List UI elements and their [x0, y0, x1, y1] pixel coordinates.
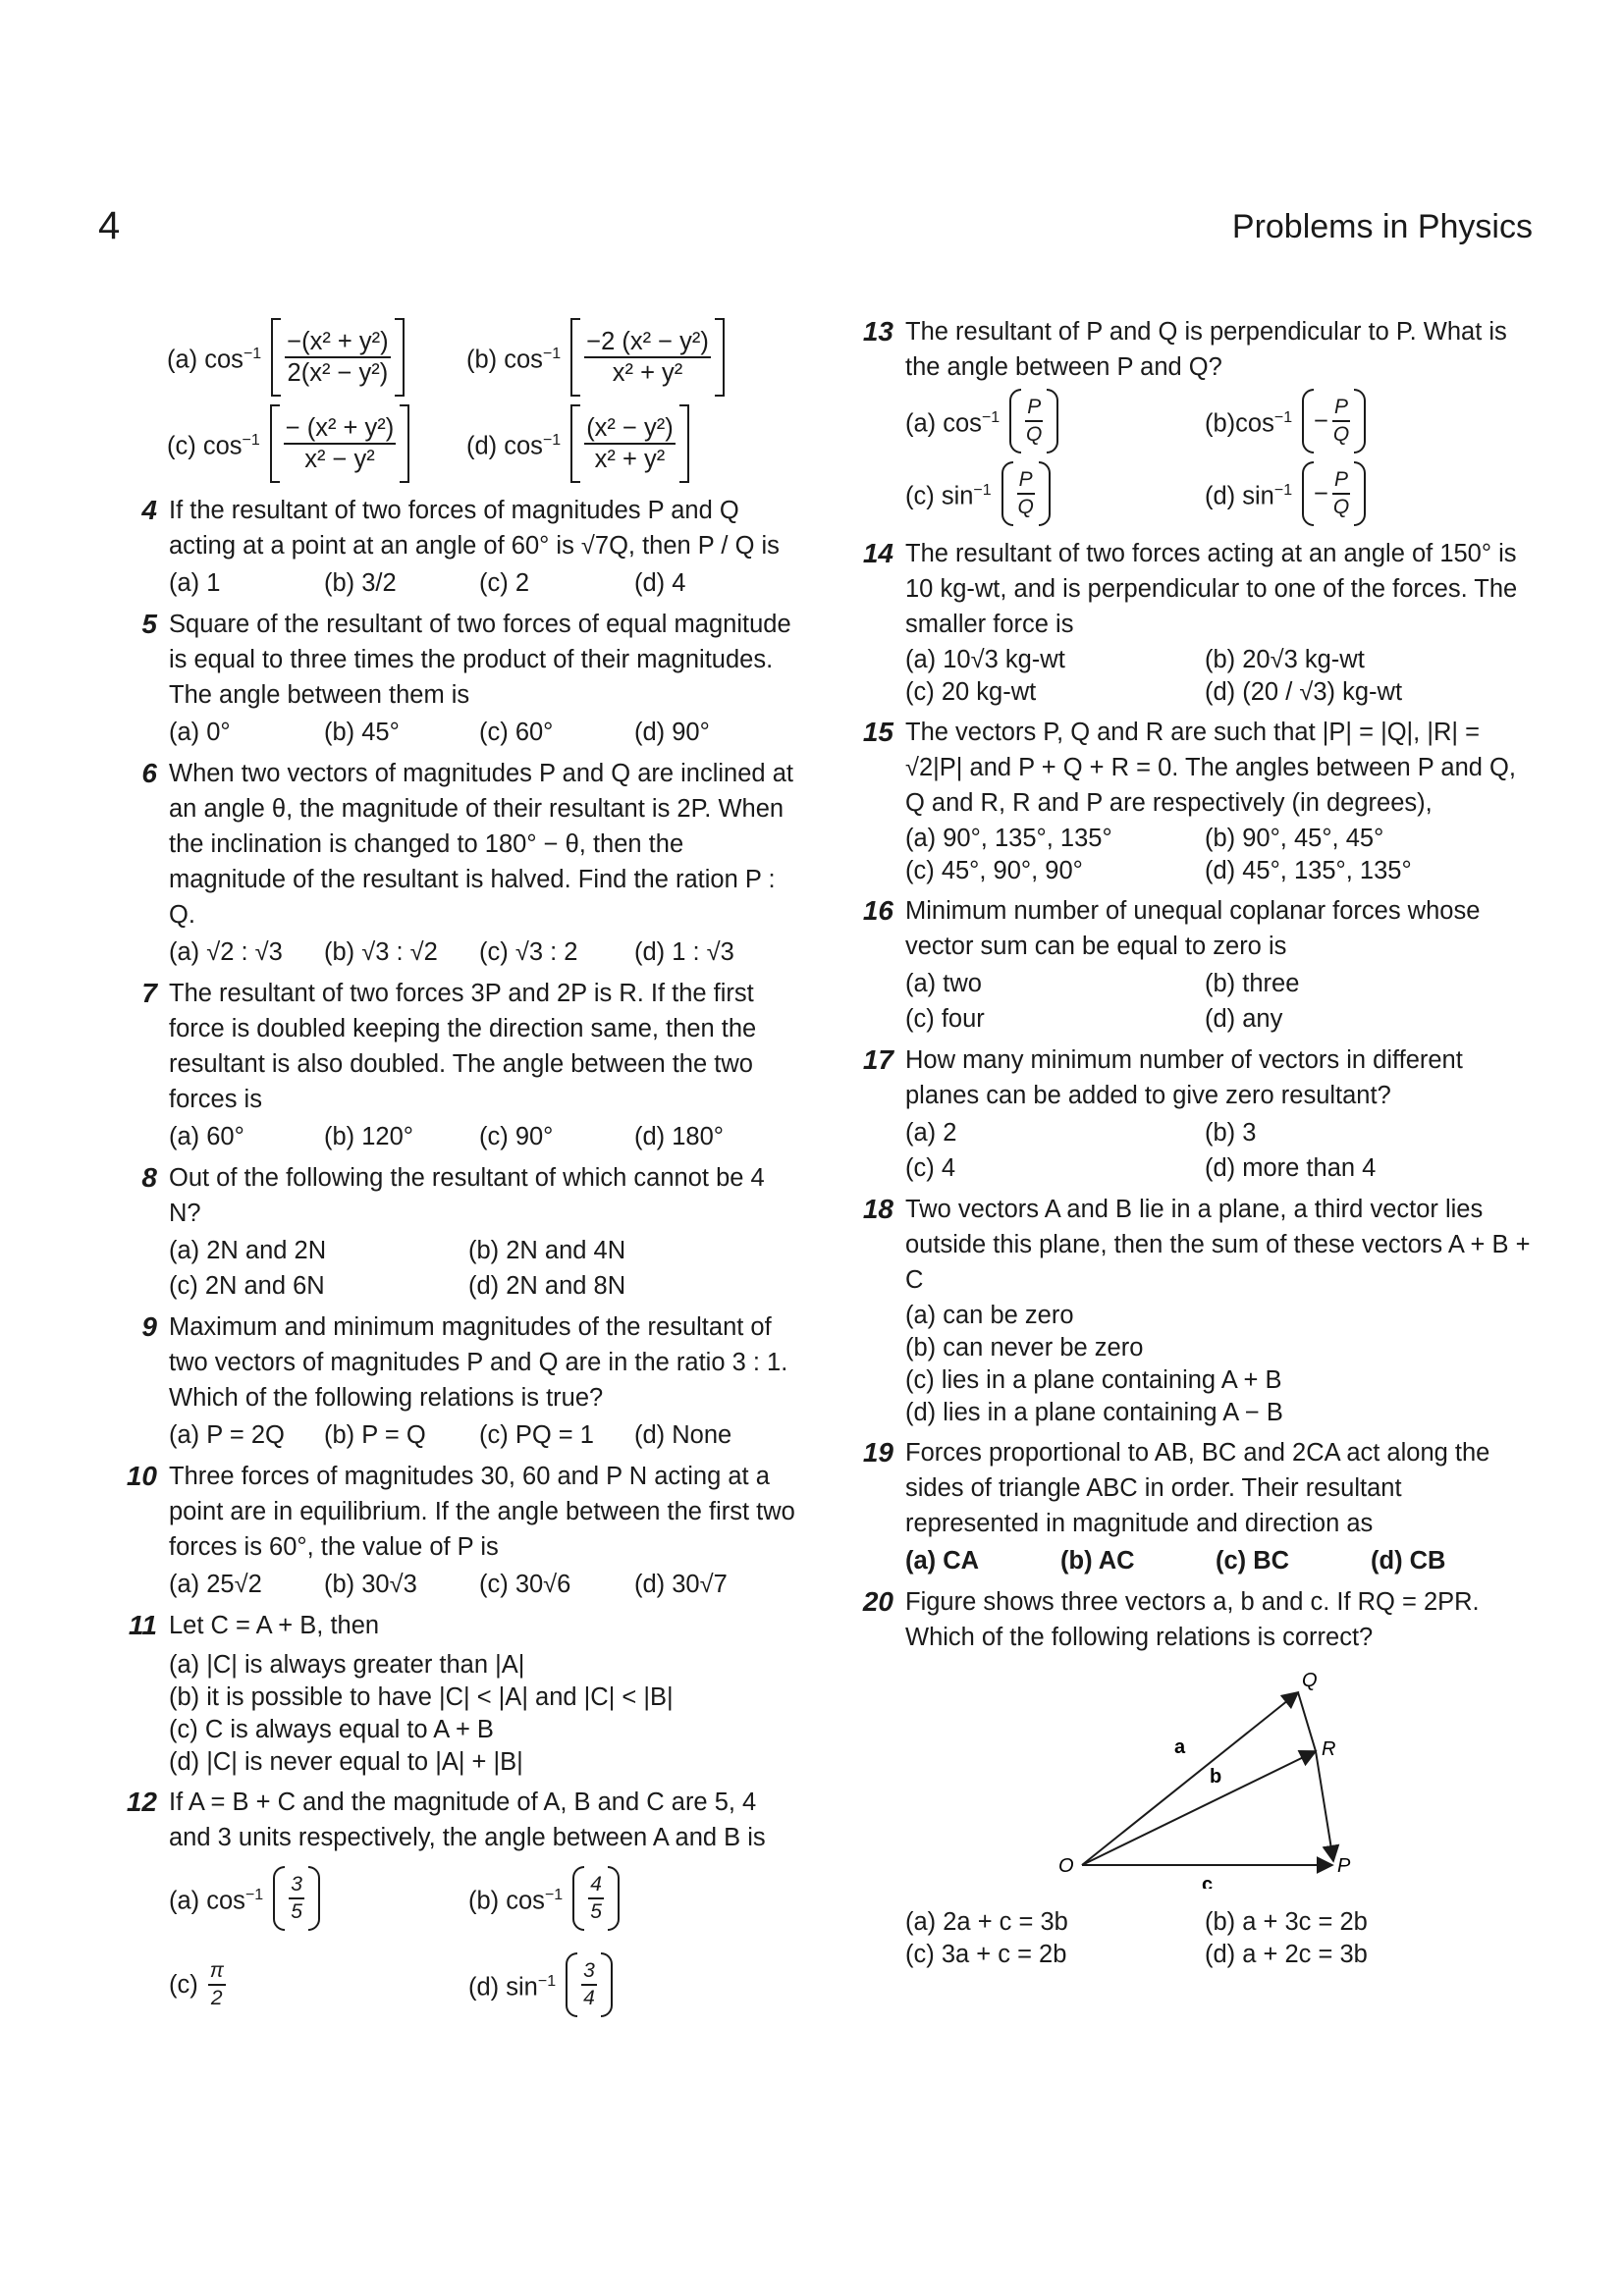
question-number: 8 [141, 1162, 157, 1193]
option: (b) 45° [324, 719, 400, 746]
option: (d) a + 2c = 3b [1205, 1941, 1368, 1968]
option: (d) CB [1371, 1547, 1446, 1575]
question-text: Square of the resultant of two forces of equal magnitude is equal to three times the product of their magnitudes. The angle between them is [169, 611, 791, 709]
vector-b-label: b [1210, 1766, 1222, 1788]
option: (d) more than 4 [1205, 1154, 1377, 1182]
option: (b) 30√3 [324, 1571, 417, 1598]
option: (d) 4 [634, 569, 686, 597]
option: (b) AC [1060, 1547, 1135, 1575]
option: (c) 4 [905, 1154, 955, 1182]
question-number: 15 [862, 717, 893, 747]
option: (c) 90° [479, 1123, 554, 1150]
question-text: Out of the following the resultant of which cannot be 4 N? [169, 1164, 765, 1227]
question-number: 11 [128, 1610, 157, 1640]
question-number: 5 [141, 609, 157, 639]
side-rp-line [1316, 1751, 1333, 1861]
vector-triangle-figure [1053, 1673, 1406, 1889]
option: (b) can never be zero [905, 1334, 1144, 1362]
question [116, 1160, 803, 1304]
option: (a) √2 : √3 [169, 938, 283, 966]
question-text: The resultant of P and Q is perpendicular to P. What is the angle between P and Q? [905, 318, 1507, 381]
option: (b) 120° [324, 1123, 413, 1150]
question-text: Maximum and minimum magnitudes of the resultant of two vectors of magnitudes P and Q are in the ratio 3 : 1. Which of the following relations is true? [169, 1313, 788, 1412]
question-number: 17 [862, 1044, 893, 1075]
question [852, 1435, 1540, 1578]
question [116, 607, 803, 750]
option: (c) lies in a plane containing A + B [905, 1366, 1282, 1394]
vector-a-label: a [1174, 1736, 1186, 1758]
option: (b) 90°, 45°, 45° [1205, 825, 1384, 852]
question-text: When two vectors of magnitudes P and Q are inclined at an angle θ, the magnitude of their resultant is 2P. When the inclination is changed to 180° − θ, then the magnitude of the resultant is halved. Find the ration P : Q. [169, 760, 793, 929]
question-text: Figure shows three vectors a, b and c. If RQ = 2PR. Which of the following relations is correct? [905, 1588, 1480, 1651]
option: (a) 2 [905, 1119, 957, 1147]
question-text: Minimum number of unequal coplanar forces whose vector sum can be equal to zero is [905, 897, 1481, 960]
question [852, 715, 1540, 887]
option: (c) 2N and 6N [169, 1272, 325, 1300]
option: (a) can be zero [905, 1302, 1074, 1329]
question-text: How many minimum number of vectors in different planes can be added to give zero resultant? [905, 1046, 1463, 1109]
option: (b) a + 3c = 2b [1205, 1908, 1368, 1936]
option: (a) CA [905, 1547, 980, 1575]
question-number: 9 [141, 1311, 157, 1342]
option: (c) $\cos^{-1}$ $\frac{\text{− (x² + y²)}}{\text{x² − y²}}$ [167, 400, 466, 487]
option: (c) $\frac{\pi}{2}$ [169, 1959, 224, 2009]
option: (b) 20√3 kg-wt [1205, 646, 1365, 673]
option: (d) 180° [634, 1123, 724, 1150]
question [852, 893, 1540, 1037]
point-q-label: Q [1302, 1673, 1318, 1691]
option: (d) lies in a plane containing A − B [905, 1399, 1283, 1426]
page-number: 4 [98, 204, 121, 247]
question [116, 1309, 803, 1453]
option: (d) 30√7 [634, 1571, 728, 1598]
question-text: Forces proportional to AB, BC and 2CA act along the sides of triangle ABC in order. Their resultant represented in magnitude and direction as [905, 1439, 1490, 1537]
right-column [852, 314, 1540, 1977]
option: (c) $\sin^{-1}$ $\frac{P}{Q}$ [905, 457, 1205, 530]
option: (a) 1 [169, 569, 221, 597]
option: (c) 45°, 90°, 90° [905, 857, 1083, 884]
question-3-options [116, 314, 803, 487]
question-number: 19 [862, 1437, 893, 1468]
question-number: 14 [862, 538, 893, 568]
vector-c-label: c [1202, 1874, 1214, 1889]
option: (d) $\sin^{-1}$ − $\frac{P}{Q}$ [1205, 457, 1504, 530]
question [852, 314, 1540, 530]
option: (a) 10√3 kg-wt [905, 646, 1065, 673]
question-number: 10 [126, 1461, 157, 1491]
option: $(b)\cos^{-1}$ − $\frac{P}{Q}$ [1205, 385, 1504, 457]
option: (b) 2N and 4N [468, 1237, 626, 1264]
book-title: Problems in Physics [1231, 208, 1533, 245]
option: (b) $\cos^{-1}$ $\frac{4}{5}$ [468, 1855, 768, 1942]
question-number: 16 [862, 895, 893, 926]
question-number: 20 [862, 1586, 893, 1617]
question-number: 12 [126, 1787, 157, 1817]
question [116, 493, 803, 601]
option: (d) $\sin^{-1}$ $\frac{3}{4}$ [468, 1942, 768, 2028]
option: (c) 30√6 [479, 1571, 571, 1598]
option: (b) $\cos^{-1}$ $\frac{\text{−2 (x² − y²)}}{\text{x² + y²}}$ [466, 314, 766, 400]
question-text: If A = B + C and the magnitude of A, B and C are 5, 4 and 3 units respectively, the angle between A and B is [169, 1789, 766, 1851]
option: (a) 2N and 2N [169, 1237, 327, 1264]
option: (d) |C| is never equal to |A| + |B| [169, 1748, 523, 1776]
option: (a) P = 2Q [169, 1421, 285, 1449]
option: (c) PQ = 1 [479, 1421, 594, 1449]
question-text: The resultant of two forces 3P and 2P is R. If the first force is doubled keeping the direction same, then the resultant is also doubled. The angle between the two forces is [169, 980, 757, 1113]
option: (c) four [905, 1005, 985, 1033]
option: (a) 90°, 135°, 135° [905, 825, 1112, 852]
question-text: Let C = A + B, then [169, 1612, 380, 1639]
option: (c) BC [1216, 1547, 1290, 1575]
option: (a) 25√2 [169, 1571, 262, 1598]
point-r-label: R [1322, 1738, 1336, 1760]
question-number: 18 [862, 1194, 893, 1224]
option: (b) 3/2 [324, 569, 397, 597]
question-text: The vectors P, Q and R are such that |P| = |Q|, |R| = √2|P| and P + Q + R = 0. The angles between P and Q, Q and R, R and P are respectively (in degrees), [905, 719, 1516, 817]
question [116, 756, 803, 970]
side-qr-line [1298, 1692, 1316, 1751]
option: (a) 60° [169, 1123, 244, 1150]
option: (c) 60° [479, 719, 554, 746]
option: (c) 20 kg-wt [905, 678, 1037, 706]
question-text: Three forces of magnitudes 30, 60 and P N acting at a point are in equilibrium. If the angle between the first two forces is 60°, the value of P is [169, 1463, 795, 1561]
question-text: The resultant of two forces acting at an angle of 150° is 10 kg-wt, and is perpendicular to one of the forces. The smaller force is [905, 540, 1518, 638]
option: (b) √3 : √2 [324, 938, 438, 966]
question [116, 1608, 803, 1779]
question [116, 1459, 803, 1602]
question [852, 1042, 1540, 1186]
question-text: Two vectors A and B lie in a plane, a third vector lies outside this plane, then the sum of these vectors A + B + C [905, 1196, 1531, 1294]
point-p-label: P [1337, 1855, 1351, 1877]
left-column [116, 314, 803, 2034]
question-number: 6 [141, 758, 157, 788]
option: (a) $\cos^{-1}$ $\frac{P}{Q}$ [905, 385, 1205, 457]
question [852, 1192, 1540, 1429]
option: (c) 2 [479, 569, 529, 597]
option: (b) it is possible to have |C| < |A| and |C| < |B| [169, 1683, 674, 1711]
option: (d) $\cos^{-1}$ $\frac{\text{(x² − y²)}}{\text{x² + y²}}$ [466, 400, 766, 487]
option: (a) 0° [169, 719, 231, 746]
question [116, 976, 803, 1154]
option: (d) 90° [634, 719, 710, 746]
question [852, 536, 1540, 709]
option: (d) (20 / √3) kg-wt [1205, 678, 1403, 706]
option: (a) |C| is always greater than |A| [169, 1651, 525, 1679]
vector-a-line [1082, 1692, 1298, 1865]
option: (b) three [1205, 970, 1300, 997]
option: (c) √3 : 2 [479, 938, 578, 966]
question-number: 13 [862, 316, 893, 347]
option: (a) 2a + c = 3b [905, 1908, 1068, 1936]
option: (b) P = Q [324, 1421, 426, 1449]
question-text: If the resultant of two forces of magnitudes P and Q acting at a point at an angle of 60° is √7Q, then P / Q is [169, 497, 780, 560]
option: (c) 3a + c = 2b [905, 1941, 1067, 1968]
option: (d) any [1205, 1005, 1283, 1033]
option: (c) C is always equal to A + B [169, 1716, 494, 1743]
option: (d) 45°, 135°, 135° [1205, 857, 1412, 884]
option: (a) $\cos^{-1}$ $\frac{\text{−(x² + y²)}}{\text{2(x² − y²)}}$ [167, 314, 466, 400]
question [852, 1584, 1540, 1971]
question [116, 1785, 803, 2028]
point-o-label: O [1058, 1855, 1074, 1877]
vector-b-line [1082, 1751, 1316, 1865]
question-number: 4 [141, 495, 157, 525]
option: (b) 3 [1205, 1119, 1257, 1147]
option: (d) None [634, 1421, 732, 1449]
question-number: 7 [141, 978, 157, 1008]
option: (a) two [905, 970, 982, 997]
option: (d) 1 : √3 [634, 938, 734, 966]
option: (d) 2N and 8N [468, 1272, 626, 1300]
option: (a) $\cos^{-1}$ $\frac{3}{5}$ [169, 1855, 468, 1942]
